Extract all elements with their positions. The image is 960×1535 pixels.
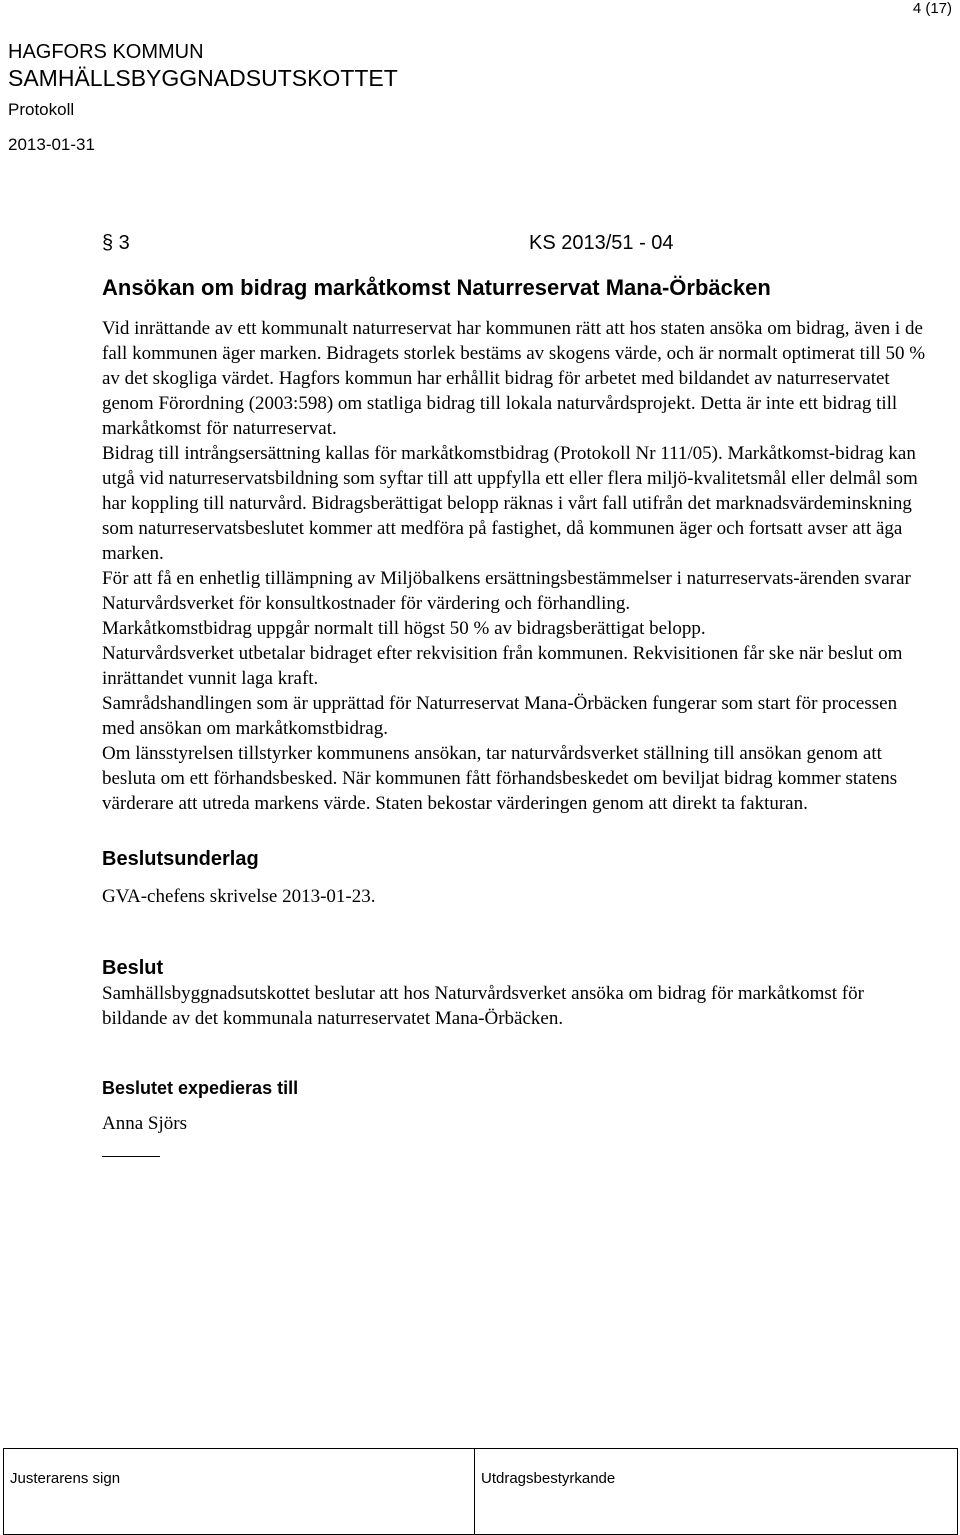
section-line <box>102 226 932 256</box>
basis-text: GVA-chefens skrivelse 2013-01-23. <box>102 886 376 907</box>
document-header <box>8 40 398 155</box>
body-paragraph-4: Markåtkomstbidrag uppgår normalt till högst 50 % av bidragsberättigat belopp. <box>102 618 706 639</box>
dispatch-recipient: Anna Sjörs <box>102 1113 187 1134</box>
decision-text: Samhällsbyggnadsutskottet beslutar att hos Naturvårdsverket ansöka om bidrag för markåtkomst för bildande av det kommunala naturreservatet Mana-Örbäcken. <box>102 983 864 1029</box>
footer-certification-label: Utdragsbestyrkande <box>481 1470 616 1487</box>
paragraph-number: § 3 <box>102 232 130 254</box>
body-paragraph-3: För att få en enhetlig tillämpning av Miljöbalkens ersättningsbestämmelser i naturreservats-ärenden svarar Naturvårdsverket för konsultkostnader för värdering och förhandling. <box>102 568 911 614</box>
basis-heading: Beslutsunderlag <box>102 848 259 870</box>
body-paragraph-2: Bidrag till intrångsersättning kallas för markåtkomstbidrag (Protokoll Nr 111/05). Markåtkomst-bidrag kan utgå vid naturreservatsbildning som syftar till att uppfylla ett eller flera miljö-kvalitetsmål eller delmål som har koppling till naturvård. Bidragsberättigat belopp räknas i vårt fall utifrån det marknadsvärdeminskning som naturreservatsbeslutet kommer att medföra på fastighet, då kommunen äger och fortsatt avser att äga marken. <box>102 443 918 564</box>
document-date: 2013-01-31 <box>8 135 95 154</box>
footer <box>0 1448 960 1535</box>
page-number: 4 (17) <box>912 0 952 17</box>
footer-signature-label: Justerarens sign <box>10 1470 121 1487</box>
organization-name: HAGFORS KOMMUN <box>8 41 204 63</box>
document-type: Protokoll <box>8 100 75 119</box>
body-paragraph-6: Samrådshandlingen som är upprättad för Naturreservat Mana-Örbäcken fungerar som start för processen med ansökan om markåtkomstbidrag. <box>102 693 898 739</box>
body-paragraph-1: Vid inrättande av ett kommunalt naturreservat har kommunen rätt att hos staten ansöka om bidrag, även i de fall kommunen äger marken. Bidragets storlek bestäms av skogens värde, och är normalt optimerat till 50 % av det skogliga värdet. Hagfors kommun har erhållit bidrag för arbetet med bildandet av naturreservatet genom Förordning (2003:598) om statliga bidrag till lokala naturvårdsprojekt. Detta är inte ett bidrag till markåtkomst för naturreservat. <box>102 318 926 439</box>
body-paragraph-5: Naturvårdsverket utbetalar bidraget efter rekvisition från kommunen. Rekvisitionen får ske när beslut om inrättandet vunnit laga kraft. <box>102 643 903 689</box>
dispatch-heading: Beslutet expedieras till <box>102 1078 299 1098</box>
document-content <box>102 226 932 1157</box>
body-paragraph-7: Om länsstyrelsen tillstyrker kommunens ansökan, tar naturvårdsverket ställning till ansökan genom att besluta om ett förhandsbesked. När kommunen fått förhandsbeskedet om beviljat bidrag kommer statens värderare att utreda markens värde. Staten bekostar värderingen genom att direkt ta fakturan. <box>102 743 898 814</box>
footer-signature-box <box>3 1448 475 1535</box>
section-title: Ansökan om bidrag markåtkomst Naturreservat Mana-Örbäcken <box>102 275 771 300</box>
committee-name: SAMHÄLLSBYGGNADSUTSKOTTET <box>8 65 398 91</box>
decision-heading: Beslut <box>102 957 164 979</box>
signature-line <box>102 1156 160 1157</box>
case-reference: KS 2013/51 - 04 <box>529 232 674 254</box>
footer-certification-box <box>474 1448 958 1535</box>
